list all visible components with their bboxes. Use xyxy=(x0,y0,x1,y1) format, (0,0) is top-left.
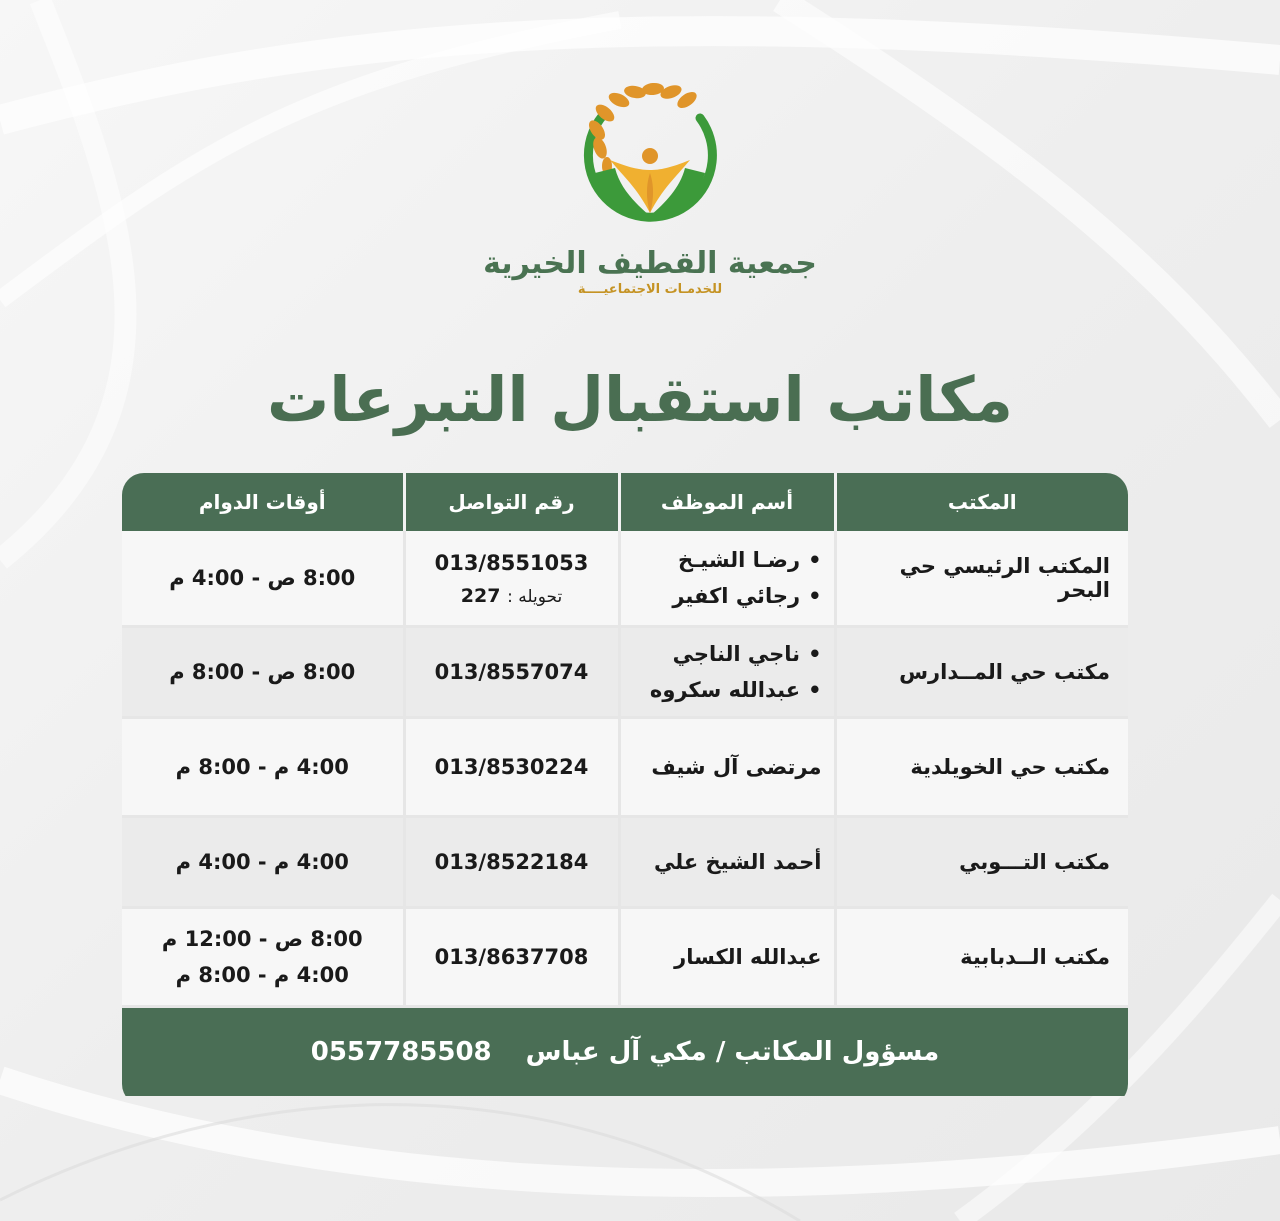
header-staff: أسم الموظف xyxy=(619,473,835,531)
working-hours: 4:00 م - 8:00 م xyxy=(175,963,349,987)
office-name: مكتب حي الخويلدية xyxy=(835,718,1128,817)
office-name: مكتب حي المــدارس xyxy=(835,627,1128,718)
footer-phone: 0557785508 xyxy=(310,1037,492,1067)
working-hours: 4:00 م - 8:00 م xyxy=(175,755,349,779)
footer-bar xyxy=(122,1008,1128,1096)
staff-name: أحمد الشيخ علي xyxy=(654,850,822,874)
office-name: مكتب الــدبابية xyxy=(835,908,1128,1007)
phone-number: 013/8530224 xyxy=(434,755,589,779)
phone-number: 013/8637708 xyxy=(434,945,589,969)
table-row xyxy=(122,531,1128,627)
table-row xyxy=(122,817,1128,908)
offices-table xyxy=(122,473,1128,1008)
staff-cell xyxy=(619,718,835,817)
staff-cell xyxy=(619,908,835,1007)
hours-cell xyxy=(122,718,404,817)
staff-cell xyxy=(619,531,835,627)
extension xyxy=(422,581,602,612)
table-row xyxy=(122,627,1128,718)
staff-cell xyxy=(619,817,835,908)
charity-logo xyxy=(575,78,725,228)
phone-number: 013/8551053 xyxy=(434,550,589,575)
page-title: مكاتب استقبال التبرعات xyxy=(267,363,1013,436)
organization-subtitle: للخدمـات الاجتماعيــــة xyxy=(577,282,723,297)
table-row xyxy=(122,718,1128,817)
extension-value: 227 xyxy=(460,584,501,607)
staff-name: • ناجي الناجي xyxy=(637,636,822,672)
hours-cell xyxy=(122,531,404,627)
staff-name: • رجائي اكفير xyxy=(637,578,822,614)
office-name: مكتب التـــوبي xyxy=(835,817,1128,908)
staff-name: مرتضى آل شيف xyxy=(651,755,822,779)
header-office: المكتب xyxy=(835,473,1128,531)
hours-cell xyxy=(122,908,404,1007)
staff-cell xyxy=(619,627,835,718)
extension-label: تحويله : xyxy=(507,586,563,607)
header-hours: أوقات الدوام xyxy=(122,473,404,531)
phone-cell xyxy=(404,718,619,817)
working-hours: 4:00 م - 4:00 م xyxy=(175,850,349,874)
staff-name: • عبدالله سكروه xyxy=(637,672,822,708)
table-header-row xyxy=(122,473,1128,531)
staff-name: عبدالله الكسار xyxy=(674,945,822,969)
footer-label: مسؤول المكاتب / مكي آل عباس xyxy=(525,1037,940,1067)
phone-cell xyxy=(404,627,619,718)
phone-cell xyxy=(404,908,619,1007)
offices-table-card xyxy=(122,473,1128,1106)
phone-cell xyxy=(404,817,619,908)
phone-number: 013/8557074 xyxy=(434,660,589,684)
phone-number: 013/8522184 xyxy=(434,850,589,874)
working-hours: 8:00 ص - 4:00 م xyxy=(169,566,356,590)
hours-cell xyxy=(122,817,404,908)
hours-cell xyxy=(122,627,404,718)
working-hours: 8:00 ص - 8:00 م xyxy=(169,660,356,684)
organization-name: جمعية القطيف الخيرية xyxy=(483,246,817,281)
staff-name: • رضـا الشيـخ xyxy=(637,542,822,578)
working-hours: 8:00 ص - 12:00 م xyxy=(161,927,363,951)
office-name: المكتب الرئيسي حي البحر xyxy=(835,531,1128,627)
phone-cell xyxy=(404,531,619,627)
header-phone: رقم التواصل xyxy=(404,473,619,531)
table-row xyxy=(122,908,1128,1007)
